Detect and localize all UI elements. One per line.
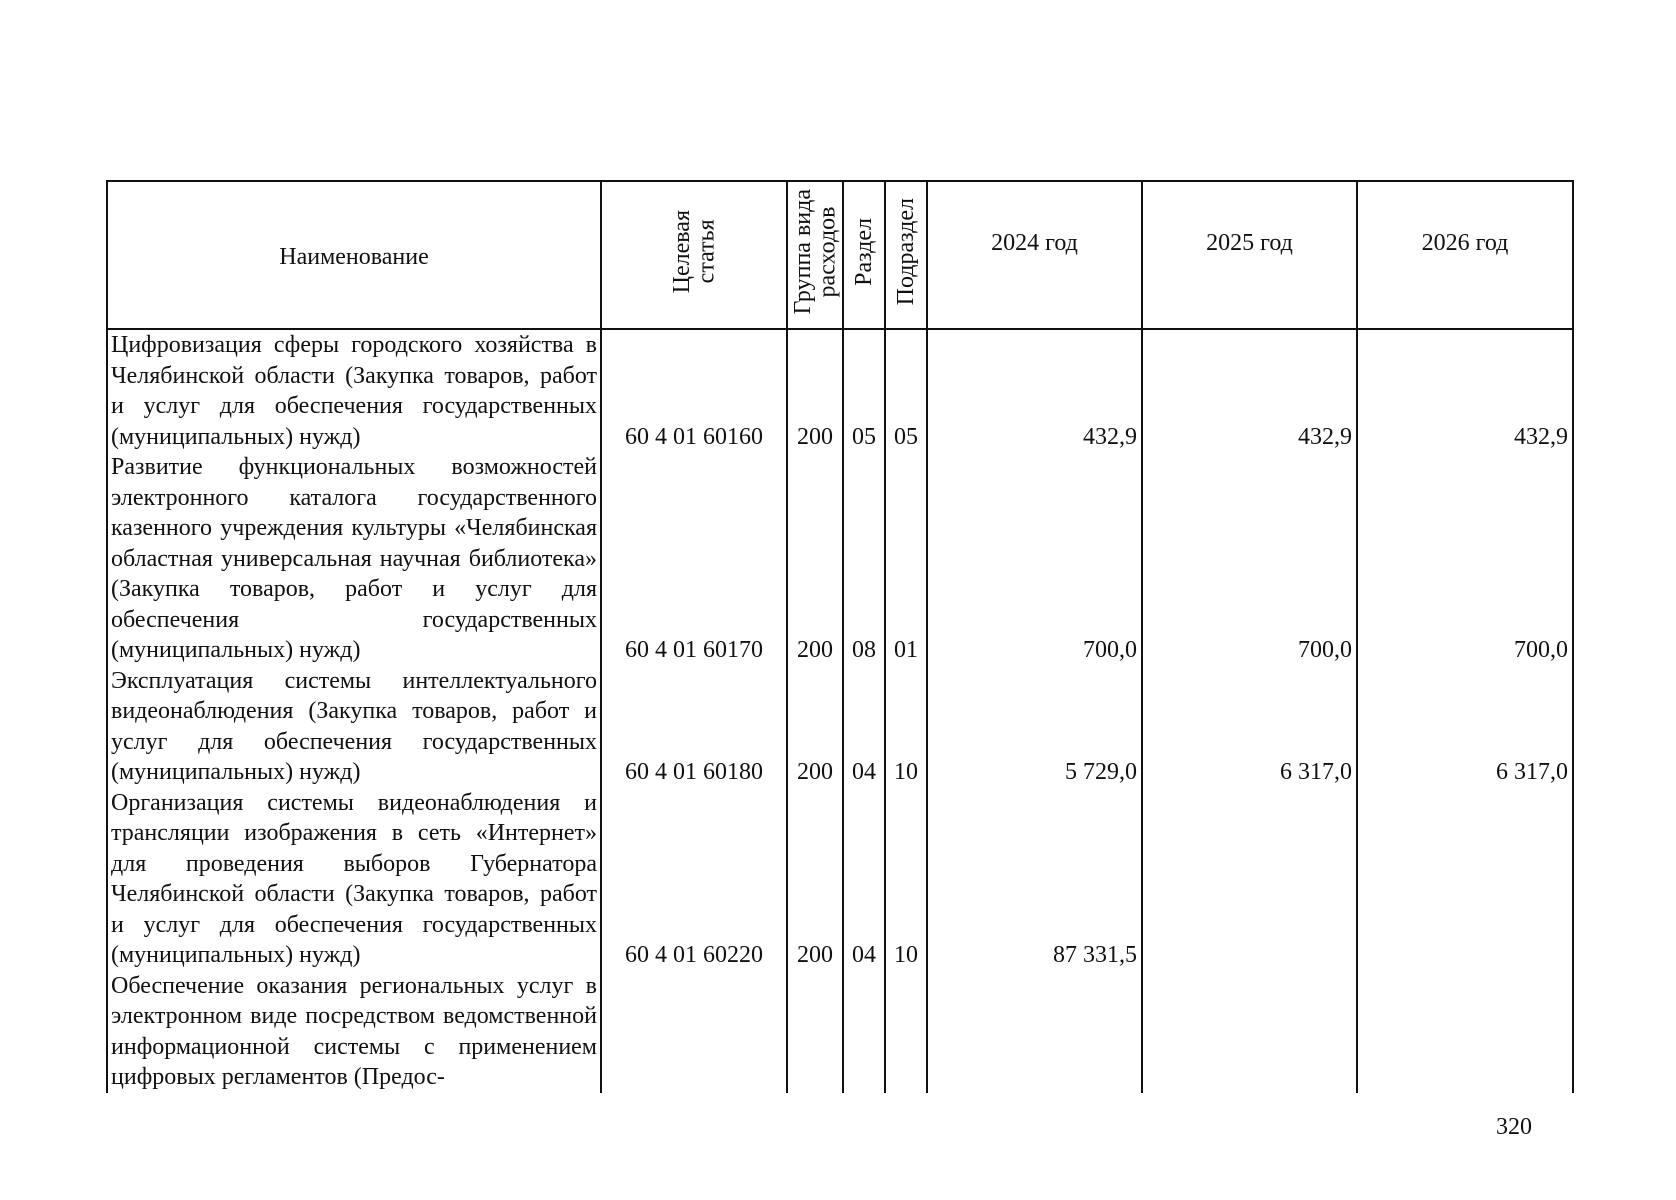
row-expense-group: 200 [787,666,843,788]
row-amount-2026: 6 317,0 [1357,666,1573,788]
row-amount-2025: 6 317,0 [1142,666,1357,788]
table-row [107,788,1573,971]
header-year-2025: 2025 год [1142,181,1357,329]
header-expense-group: Группа вида расходов [787,181,843,329]
row-section: 08 [843,452,885,666]
row-target-article: 60 4 01 60180 [601,666,787,788]
row-expense-group: 200 [787,788,843,971]
row-expense-group [787,971,843,1093]
row-subsection: 10 [885,788,927,971]
row-amount-2025: 700,0 [1142,452,1357,666]
row-subsection: 01 [885,452,927,666]
page-number: 320 [1496,1114,1532,1140]
row-expense-group: 200 [787,452,843,666]
row-amount-2024: 5 729,0 [927,666,1142,788]
table-row [107,452,1573,666]
row-target-article: 60 4 01 60220 [601,788,787,971]
row-name: Развитие функциональных возможностей электронного каталога государственного казенного учреждения культуры «Челябинская областная универсальная научная библиотека» (Закупка товаров, работ и услуг для обеспечения государственных (муниципальных) нужд) [107,452,601,666]
row-name: Эксплуатация системы интеллектуального видеонаблюдения (Закупка товаров, работ и услуг для обеспечения государственных (муниципальных) нужд) [107,666,601,788]
row-name: Организация системы видеонаблюдения и трансляции изображения в сеть «Интернет» для проведения выборов Губернатора Челябинской области (Закупка товаров, работ и услуг для обеспечения государственных (муниципальных) нужд) [107,788,601,971]
row-amount-2026: 700,0 [1357,452,1573,666]
header-target-article: Целевая статья [601,181,787,329]
row-name: Цифровизация сферы городского хозяйства в Челябинской области (Закупка товаров, работ и услуг для обеспечения государственных (муниципальных) нужд) [107,329,601,452]
header-section: Раздел [843,181,885,329]
row-amount-2024: 432,9 [927,329,1142,452]
row-amount-2025 [1142,971,1357,1093]
table-row [107,329,1573,452]
row-amount-2026 [1357,971,1573,1093]
row-amount-2024 [927,971,1142,1093]
header-subsection: Подраздел [885,181,927,329]
table-header [107,181,1573,329]
row-target-article: 60 4 01 60160 [601,329,787,452]
row-amount-2025: 432,9 [1142,329,1357,452]
row-subsection: 10 [885,666,927,788]
row-section: 05 [843,329,885,452]
row-subsection [885,971,927,1093]
table-row [107,971,1573,1093]
row-amount-2025 [1142,788,1357,971]
table-body [107,329,1573,1093]
row-expense-group: 200 [787,329,843,452]
header-name: Наименование [107,181,601,329]
row-section [843,971,885,1093]
header-year-2026: 2026 год [1357,181,1573,329]
row-name: Обеспечение оказания региональных услуг в электронном виде посредством ведомственной информационной системы с применением цифровых регламентов (Предос- [107,971,601,1093]
row-amount-2026 [1357,788,1573,971]
row-section: 04 [843,788,885,971]
row-amount-2024: 87 331,5 [927,788,1142,971]
row-target-article: 60 4 01 60170 [601,452,787,666]
table-row [107,666,1573,788]
budget-table [106,180,1574,1093]
header-row [107,181,1573,329]
row-target-article [601,971,787,1093]
header-year-2024: 2024 год [927,181,1142,329]
row-amount-2024: 700,0 [927,452,1142,666]
row-amount-2026: 432,9 [1357,329,1573,452]
row-section: 04 [843,666,885,788]
row-subsection: 05 [885,329,927,452]
